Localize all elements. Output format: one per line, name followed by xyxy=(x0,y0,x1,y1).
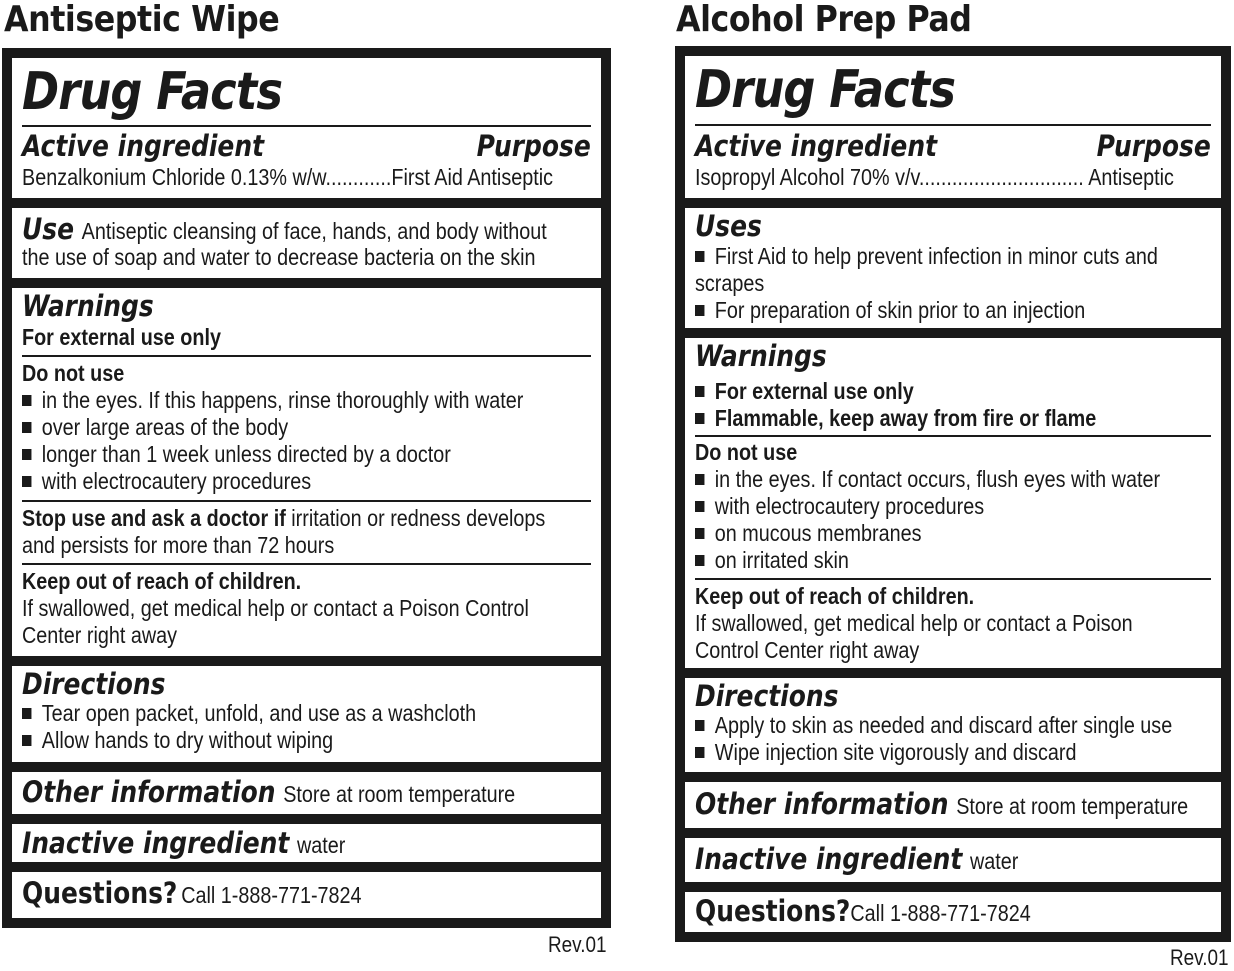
use-panel xyxy=(12,208,601,278)
inactive-ingredient-panel xyxy=(12,824,601,862)
other-information-text: Store at room temperature xyxy=(956,793,1189,819)
warnings-panel xyxy=(12,288,601,656)
external-use-text: For external use only xyxy=(22,324,221,350)
list-item: Flammable, keep away from fire or flame xyxy=(695,405,1211,432)
bullet-icon xyxy=(695,305,704,316)
drug-facts-frame xyxy=(675,46,1231,942)
questions-header: Questions? xyxy=(22,876,178,910)
inactive-ingredient-text: water xyxy=(296,832,346,858)
bullet-icon xyxy=(695,251,704,262)
active-ingredient-header: Active ingredient xyxy=(695,129,938,163)
list-item: over large areas of the body xyxy=(22,414,591,441)
questions-text: Call 1-888-771-7824 xyxy=(181,882,362,908)
bullet-icon xyxy=(22,708,31,719)
do-not-use-header: Do not use xyxy=(695,439,798,465)
bullet-icon xyxy=(695,720,704,731)
product-title: Alcohol Prep Pad xyxy=(676,0,972,40)
swallowed-text-continued: Center right away xyxy=(22,622,178,648)
list-item: on irritated skin xyxy=(695,547,1211,574)
drug-facts-header-panel xyxy=(685,56,1221,198)
bullet-icon xyxy=(695,555,704,566)
questions-header: Questions? xyxy=(695,894,851,928)
stop-use-text-continued: and persists for more than 72 hours xyxy=(22,532,335,558)
stop-use-header: Stop use and ask a doctor if xyxy=(22,505,286,531)
inactive-ingredient-header: Inactive ingredient xyxy=(695,842,963,876)
list-item: For external use only xyxy=(695,378,1211,405)
use-text-continued: the use of soap and water to decrease bacteria on the skin xyxy=(22,244,536,270)
list-item: Apply to skin as needed and discard after single use xyxy=(695,712,1211,739)
directions-header: Directions xyxy=(695,679,839,713)
warnings-panel xyxy=(685,338,1221,668)
uses-panel xyxy=(685,208,1221,328)
list-item: For preparation of skin prior to an injection xyxy=(695,297,1211,324)
inactive-ingredient-text: water xyxy=(969,848,1019,874)
bullet-icon xyxy=(22,395,31,406)
revision-label: Rev.01 xyxy=(1170,945,1229,970)
questions-panel xyxy=(685,892,1221,932)
bullet-icon xyxy=(695,474,704,485)
directions-panel xyxy=(12,666,601,762)
list-item: Allow hands to dry without wiping xyxy=(22,727,591,754)
revision-label: Rev.01 xyxy=(548,932,607,957)
list-item: longer than 1 week unless directed by a doctor xyxy=(22,441,591,468)
uses-item-continued: scrapes xyxy=(695,270,765,296)
uses-header: Uses xyxy=(695,209,762,243)
warnings-header: Warnings xyxy=(695,339,827,373)
inactive-ingredient-panel xyxy=(685,838,1221,882)
swallowed-text-continued: Control Center right away xyxy=(695,637,920,663)
bullet-icon xyxy=(22,422,31,433)
directions-header: Directions xyxy=(22,667,166,701)
bullet-icon xyxy=(695,501,704,512)
questions-panel xyxy=(12,872,601,918)
bullet-icon xyxy=(22,476,31,487)
active-ingredient-line: Isopropyl Alcohol 70% v/v.............................. Antiseptic xyxy=(695,164,1174,190)
list-item: on mucous membranes xyxy=(695,520,1211,547)
bullet-icon xyxy=(695,747,704,758)
keep-out-of-reach: Keep out of reach of children. xyxy=(695,583,975,609)
bullet-icon xyxy=(695,413,704,424)
list-item: Tear open packet, unfold, and use as a washcloth xyxy=(22,700,591,727)
purpose-header: Purpose xyxy=(1096,129,1211,163)
active-ingredient-line: Benzalkonium Chloride 0.13% w/w............First Aid Antiseptic xyxy=(22,164,554,190)
active-ingredient-header: Active ingredient xyxy=(22,129,265,163)
stop-use-text: irritation or redness develops xyxy=(285,505,546,531)
other-information-text: Store at room temperature xyxy=(283,781,516,807)
list-item: in the eyes. If this happens, rinse thoroughly with water xyxy=(22,387,591,414)
bullet-icon xyxy=(695,528,704,539)
keep-out-of-reach: Keep out of reach of children. xyxy=(22,568,302,594)
use-text: Antiseptic cleansing of face, hands, and body without xyxy=(81,218,547,244)
questions-text: Call 1-888-771-7824 xyxy=(850,900,1031,926)
swallowed-text: If swallowed, get medical help or contact a Poison xyxy=(695,610,1133,636)
other-information-panel xyxy=(685,782,1221,828)
other-information-header: Other information xyxy=(22,775,276,809)
list-item: Wipe injection site vigorously and discard xyxy=(695,739,1211,766)
warnings-header: Warnings xyxy=(22,289,154,323)
drug-facts-title: Drug Facts xyxy=(22,62,283,122)
drug-facts-frame xyxy=(2,48,611,928)
drug-facts-title: Drug Facts xyxy=(695,60,956,120)
directions-panel xyxy=(685,678,1221,772)
drug-facts-header-panel xyxy=(12,58,601,198)
list-item: with electrocautery procedures xyxy=(695,493,1211,520)
other-information-panel xyxy=(12,772,601,814)
swallowed-text: If swallowed, get medical help or contact a Poison Control xyxy=(22,595,529,621)
list-item: with electrocautery procedures xyxy=(22,468,591,495)
list-item: First Aid to help prevent infection in minor cuts and xyxy=(695,243,1211,270)
purpose-header: Purpose xyxy=(476,129,591,163)
use-header: Use xyxy=(22,212,75,246)
do-not-use-header: Do not use xyxy=(22,360,125,386)
bullet-icon xyxy=(22,449,31,460)
list-item: in the eyes. If contact occurs, flush eyes with water xyxy=(695,466,1211,493)
product-title: Antiseptic Wipe xyxy=(4,0,280,40)
bullet-icon xyxy=(22,735,31,746)
bullet-icon xyxy=(695,386,704,397)
inactive-ingredient-header: Inactive ingredient xyxy=(22,826,290,860)
other-information-header: Other information xyxy=(695,787,949,821)
